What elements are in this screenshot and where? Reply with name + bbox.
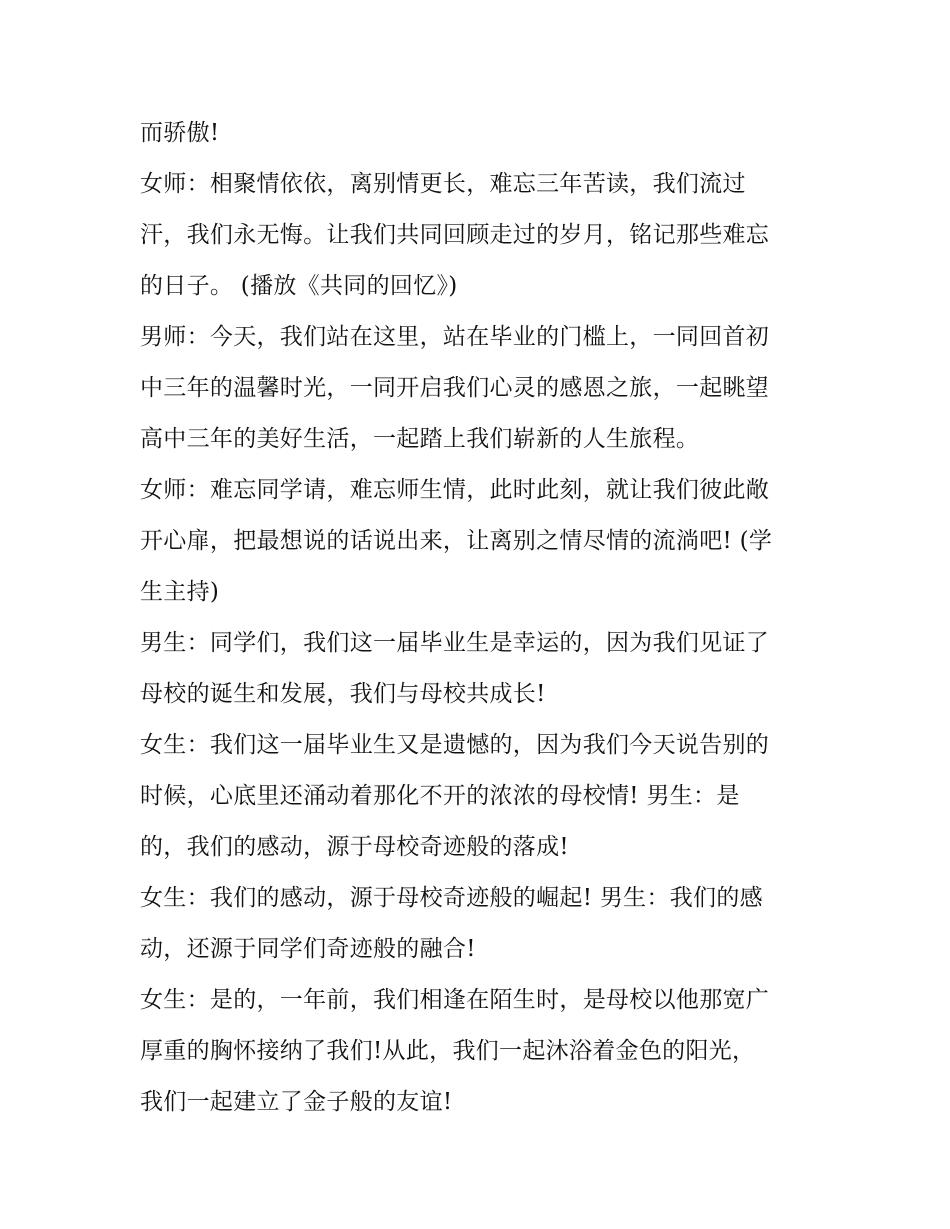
text-line: 而骄傲! — [140, 120, 220, 146]
text-line: 动，还源于同学们奇迹般的融合! — [140, 936, 476, 962]
text-line: 中三年的温馨时光，一同开启我们心灵的感恩之旅，一起眺望 — [140, 375, 770, 401]
text-line: 时候，心底里还涌动着那化不开的浓浓的母校情! 男生：是 — [140, 783, 740, 809]
text-line: 厚重的胸怀接纳了我们!从此，我们一起沐浴着金色的阳光， — [140, 1038, 756, 1064]
text-line: 男师：今天，我们站在这里，站在毕业的门槛上，一同回首初 — [140, 324, 770, 350]
text-line: 女生：是的，一年前，我们相逢在陌生时，是母校以他那宽广 — [140, 987, 770, 1013]
text-line: 高中三年的美好生活，一起踏上我们崭新的人生旅程。 — [140, 426, 700, 452]
text-line: 的，我们的感动，源于母校奇迹般的落成! — [140, 834, 569, 860]
text-line: 女生：我们的感动，源于母校奇迹般的崛起! 男生：我们的感 — [140, 885, 763, 911]
text-line: 的日子。 (播放《共同的回忆》) — [140, 273, 458, 299]
document-body — [140, 108, 830, 1128]
text-line: 女师：难忘同学请，难忘师生情，此时此刻，就让我们彼此敞 — [140, 477, 770, 503]
text-line: 汗，我们永无悔。让我们共同回顾走过的岁月，铭记那些难忘 — [140, 222, 770, 248]
text-line: 生主持) — [140, 579, 220, 605]
text-line: 我们一起建立了金子般的友谊! — [140, 1089, 453, 1115]
text-line: 母校的诞生和发展，我们与母校共成长! — [140, 681, 546, 707]
text-line: 开心扉，把最想说的话说出来，让离别之情尽情的流淌吧! (学 — [140, 528, 773, 554]
text-line: 女师：相聚情依依，离别情更长，难忘三年苦读，我们流过 — [140, 171, 746, 197]
text-line: 女生：我们这一届毕业生又是遗憾的，因为我们今天说告别的 — [140, 732, 770, 758]
text-line: 男生：同学们，我们这一届毕业生是幸运的，因为我们见证了 — [140, 630, 770, 656]
